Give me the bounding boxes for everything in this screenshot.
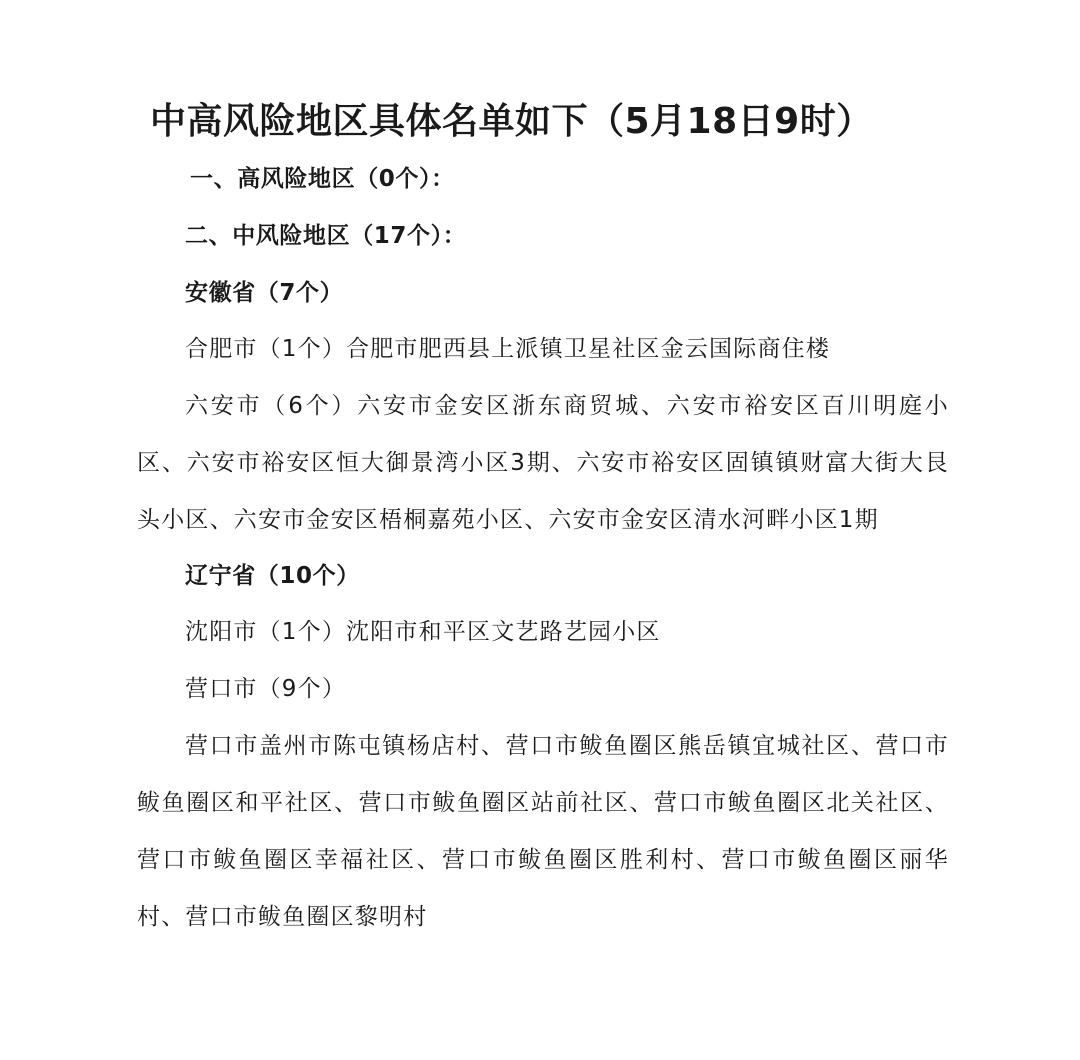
province-heading-liaoning: 辽宁省（10个）: [185, 563, 360, 589]
city-entry-hefei: 合肥市（1个）合肥市肥西县上派镇卫星社区金云国际商住楼: [185, 336, 831, 362]
city-entry-luan: 六安市（6个）六安市金安区浙东商贸城、六安市裕安区百川明庭小区、六安市裕安区恒大御景湾小区3期、六安市裕安区固镇镇财富大街大艮头小区、六安市金安区梧桐嘉苑小区、六安市金安区清水河畔小区1期: [137, 393, 949, 533]
city-entry-yingkou-header: 营口市（9个）: [185, 676, 347, 702]
city-entry-yingkou-list: 营口市盖州市陈屯镇杨店村、营口市鲅鱼圈区熊岳镇宜城社区、营口市鲅鱼圈区和平社区、营口市鲅鱼圈区站前社区、营口市鲅鱼圈区北关社区、营口市鲅鱼圈区幸福社区、营口市鲅鱼圈区胜利村、营口市鲅鱼圈区丽华村、营口市鲅鱼圈区黎明村: [137, 733, 949, 930]
medium-risk-heading: 二、中风险地区（17个）：: [185, 223, 467, 249]
province-heading-anhui: 安徽省（7个）: [185, 280, 344, 306]
high-risk-heading: 一、高风险地区（0个）：: [190, 166, 455, 192]
document-title: 中高风险地区具体名单如下（5月18日9时）: [150, 101, 873, 142]
city-entry-shenyang: 沈阳市（1个）沈阳市和平区文艺路艺园小区: [185, 619, 661, 645]
